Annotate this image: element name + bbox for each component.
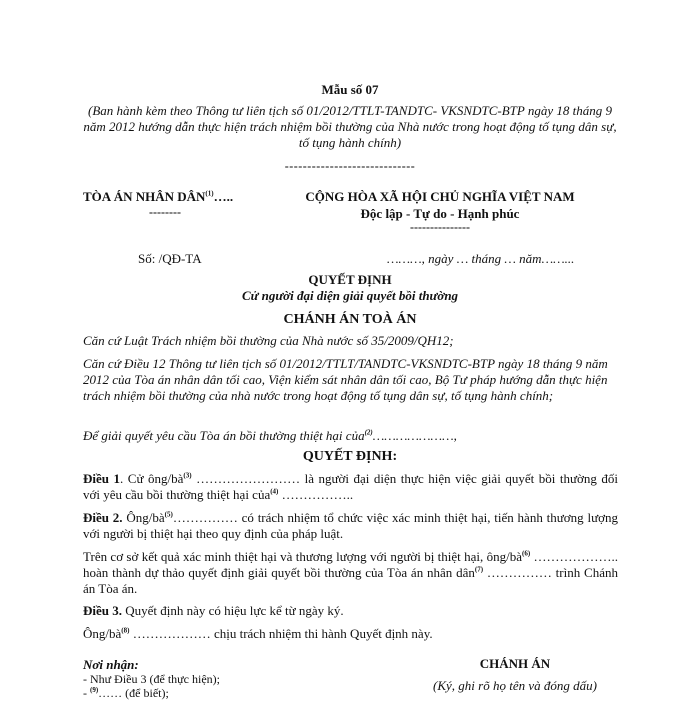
article-2-text-a: Ông/bà	[122, 510, 165, 525]
form-number: Mẫu số 07	[321, 82, 379, 97]
article-2-paragraph-2	[83, 549, 618, 597]
nation-name: CỘNG HÒA XÃ HỘI CHỦ NGHĨA VIỆT NAM	[305, 189, 575, 204]
legal-basis-2: Căn cứ Điều 12 Thông tư liên tịch số 01/2012/TTLT/TANDTC-VKSNDTC-BTP ngày 18 tháng 9 năm 2012 của Tòa án nhân dân tối cao, Viện kiểm sát nhân dân tối cao, Bộ Tư pháp hướng dẫn thực hiện trách nhiệm bồi thường của nhà nước trong hoạt động tố tụng dân sự, tố tụng hành chính;	[83, 356, 608, 403]
footnote-marker: (3)	[183, 471, 192, 480]
footnote-marker: (6)	[521, 549, 531, 558]
legal-basis-3	[83, 428, 618, 444]
court-name-dots: …..	[213, 189, 234, 204]
decision-title: QUYẾT ĐỊNH	[308, 272, 392, 287]
article-1-text-c: ……………..	[278, 487, 354, 502]
court-dashes: --------	[149, 205, 181, 219]
header-separator: -----------------------------	[284, 159, 416, 173]
decision-number: Số: /QĐ-TA	[138, 251, 202, 266]
court-name	[83, 189, 233, 205]
recipients-label: Nơi nhận:	[83, 657, 139, 672]
footnote-marker: (1)	[205, 189, 214, 198]
date-line: ………, ngày … tháng … năm……...	[387, 251, 575, 266]
footnote-marker: (8)	[121, 626, 130, 635]
recipient-2-dash: -	[83, 686, 90, 700]
legal-basis-3-dots: …………………,	[372, 428, 457, 443]
decides-heading: QUYẾT ĐỊNH:	[302, 449, 398, 464]
recipient-2	[83, 686, 169, 701]
article-2	[83, 510, 618, 542]
article-2-text-b: …………… có trách nhiệm tổ chức việc xác minh thiệt hại, tiến hành thương lượng với người bị thiệt hại theo quy định của pháp luật.	[83, 510, 618, 541]
article-3	[83, 603, 618, 619]
execution-text-a: Ông/bà	[83, 626, 122, 641]
article-1-label: Điều 1	[83, 471, 121, 486]
article-1-text-a: . Cử ông/bà	[120, 471, 184, 486]
issuance-note: (Ban hành kèm theo Thông tư liên tịch số 01/2012/TTLT-TANDTC- VKSNDTC-BTP ngày 18 tháng 9 năm 2012 hướng dẫn thực hiện trách nhiệm bồi thường của Nhà nước trong hoạt động tố tụng dân sự, tố tụng hành chính)	[83, 103, 617, 150]
recipient-1: - Như Điều 3 (để thực hiện);	[83, 672, 220, 686]
article-1	[83, 471, 618, 503]
motto-dashes: ---------------	[410, 220, 470, 234]
footnote-marker: (2)	[364, 428, 373, 437]
footnote-marker: (9)	[90, 686, 99, 694]
national-motto: Độc lập - Tự do - Hạnh phúc	[360, 206, 520, 221]
footnote-marker: (4)	[270, 487, 279, 496]
issuing-authority: CHÁNH ÁN TOÀ ÁN	[283, 312, 417, 327]
article-2-p2-text-b: ……………….. hoàn thành dự thảo quyết định giải quyết bồi thường của Tòa án nhân dân	[83, 549, 618, 580]
article-1-text-b: …………………… là người đại diện thực hiện việc giải quyết bồi thường đối với yêu cầu bồi thường thiệt hại của	[83, 471, 618, 502]
article-3-text: Quyết định này có hiệu lực kể từ ngày ký.	[122, 603, 344, 618]
signer-title: CHÁNH ÁN	[479, 656, 551, 671]
article-3-label: Điều 3.	[83, 603, 122, 618]
footnote-marker: (7)	[474, 565, 484, 574]
execution-text-b: ……………… chịu trách nhiệm thi hành Quyết định này.	[129, 626, 433, 641]
footnote-marker: (5)	[164, 510, 173, 519]
court-name-text: TÒA ÁN NHÂN DÂN	[83, 189, 206, 204]
article-2-p2-text-c: …………… trình Chánh án Tòa án.	[83, 565, 618, 596]
signer-note: (Ký, ghi rõ họ tên và đóng dấu)	[433, 678, 597, 693]
legal-basis-3-text: Để giải quyết yêu cầu Tòa án bồi thường thiệt hại của	[83, 428, 365, 443]
legal-basis-1: Căn cứ Luật Trách nhiệm bồi thường của Nhà nước số 35/2009/QH12;	[83, 333, 454, 348]
article-2-p2-text-a: Trên cơ sở kết quả xác minh thiệt hại và thương lượng với người bị thiệt hại, ông/bà	[83, 549, 522, 564]
execution-clause	[83, 626, 618, 642]
article-2-label: Điều 2.	[83, 510, 123, 525]
decision-subtitle: Cử người đại diện giải quyết bồi thường	[241, 288, 459, 303]
recipient-2-text: …… (để biết);	[98, 686, 169, 700]
